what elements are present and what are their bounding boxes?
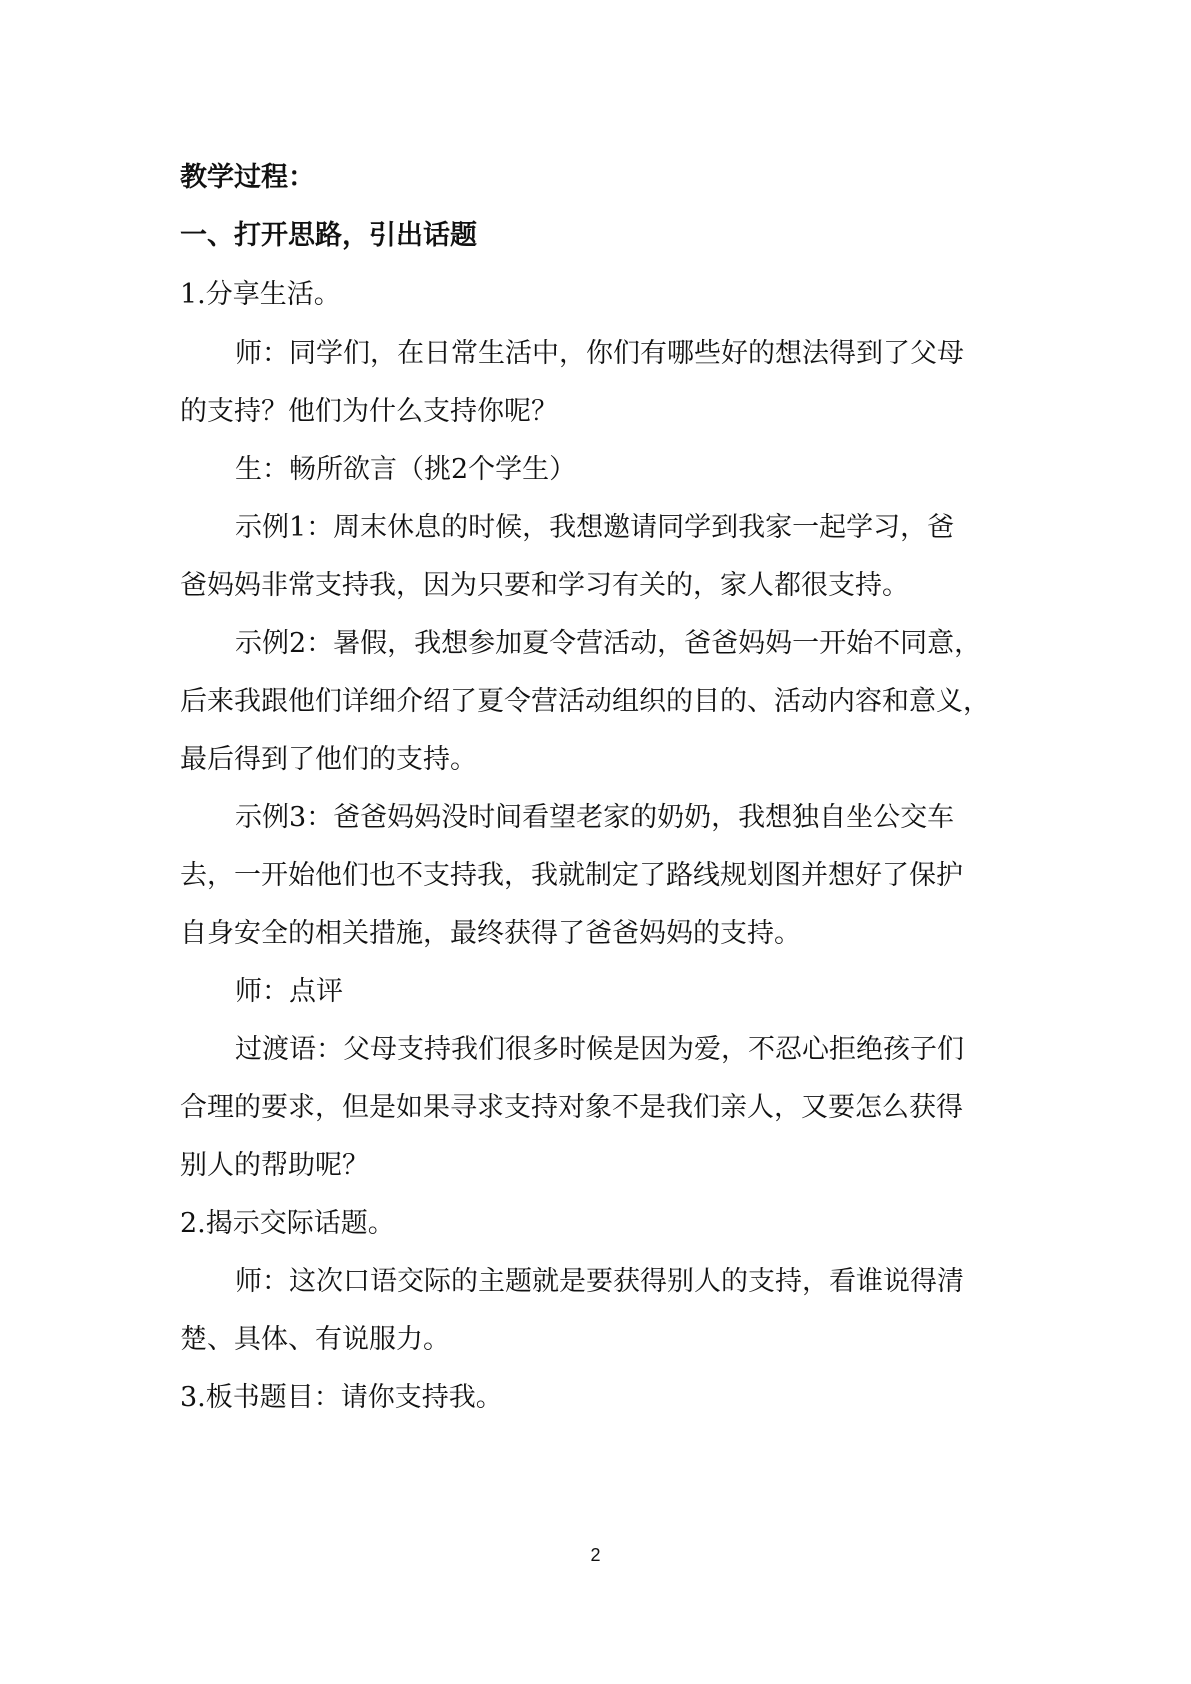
text-line: 去，一开始他们也不支持我，我就制定了路线规划图并想好了保护	[180, 860, 963, 891]
text-line: 师：点评	[235, 976, 343, 1007]
text-line: 师：同学们，在日常生活中，你们有哪些好的想法得到了父母	[235, 338, 964, 369]
text-line: 生：畅所欲言（挑2个学生）	[235, 454, 577, 485]
text-line: 后来我跟他们详细介绍了夏令营活动组织的目的、活动内容和意义，	[180, 686, 990, 717]
text-line: 师：这次口语交际的主题就是要获得别人的支持，看谁说得清	[235, 1266, 964, 1297]
text-line: 自身安全的相关措施，最终获得了爸爸妈妈的支持。	[180, 918, 801, 949]
text-line: 爸妈妈非常支持我，因为只要和学习有关的，家人都很支持。	[180, 570, 909, 601]
text-line: 最后得到了他们的支持。	[180, 744, 477, 775]
text-line: 2.揭示交际话题。	[180, 1208, 395, 1239]
text-line: 楚、具体、有说服力。	[180, 1324, 450, 1355]
text-line: 1.分享生活。	[180, 279, 341, 310]
text-line: 示例2：暑假，我想参加夏令营活动，爸爸妈妈一开始不同意，	[235, 628, 982, 659]
text-line: 过渡语：父母支持我们很多时候是因为爱，不忍心拒绝孩子们	[235, 1034, 964, 1065]
text-line: 合理的要求，但是如果寻求支持对象不是我们亲人，又要怎么获得	[180, 1092, 963, 1123]
text-line: 的支持？他们为什么支持你呢？	[180, 396, 558, 427]
text-line: 示例1：周末休息的时候，我想邀请同学到我家一起学习，爸	[235, 512, 955, 543]
text-line: 别人的帮助呢？	[180, 1150, 369, 1181]
text-line: 3.板书题目：请你支持我。	[180, 1382, 503, 1413]
page-number: 2	[590, 1545, 601, 1565]
text-line: 示例3：爸爸妈妈没时间看望老家的奶奶，我想独自坐公交车	[235, 802, 955, 833]
process-heading: 教学过程：	[180, 162, 315, 193]
section-title: 一、打开思路，引出话题	[180, 220, 477, 251]
